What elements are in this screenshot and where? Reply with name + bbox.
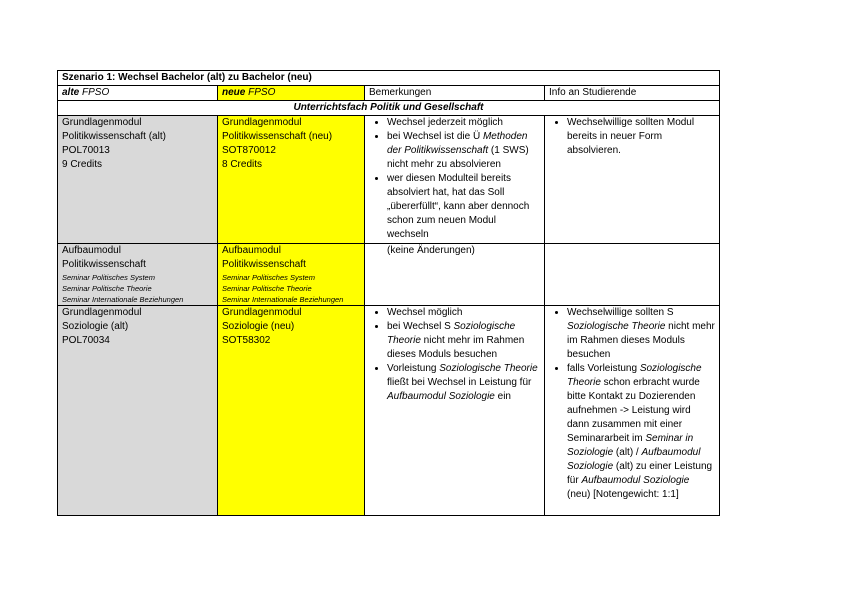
cell-bemerkungen: (keine Änderungen)	[365, 244, 545, 306]
cell-alt: Aufbaumodul Politikwissenschaft Seminar Politisches System Seminar Politische Theorie Seminar Internationale Beziehungen	[58, 244, 218, 306]
cell-info	[545, 116, 720, 244]
table-row	[58, 116, 720, 244]
cell-bemerkungen	[365, 306, 545, 516]
list-item: • Wechselwillige sollten Modul bereits in neuer Form absolvieren.	[567, 116, 715, 158]
cell-info	[545, 244, 720, 306]
cell-alt: Grundlagenmodul Politikwissenschaft (alt) POL70013 9 Credits	[58, 116, 218, 244]
cell-neu: Aufbaumodul Politikwissenschaft Seminar Politisches System Seminar Politische Theorie Seminar Internationale Beziehungen	[218, 244, 365, 306]
header-bemerkungen: Bemerkungen	[365, 86, 545, 101]
section-heading: Unterrichtsfach Politik und Gesellschaft	[58, 101, 720, 116]
header-alte-fpso: alte FPSO	[58, 86, 218, 101]
list-item: • Vorleistung Soziologische Theorie fließt bei Wechsel in Leistung für Aufbaumodul Soziologie ein	[387, 362, 540, 404]
list-item: • falls Vorleistung Soziologische Theorie schon erbracht wurde bitte Kontakt zu Dozierenden aufnehmen -> Leistung wird dann zusammen mit einer Seminararbeit im Seminar in Soziologie (alt) / Aufbaumodul Soziologie (alt) zu einer Leistung für Aufbaumodul Soziologie (neu) [Notengewicht: 1:1]	[567, 362, 715, 502]
cell-neu: Grundlagenmodul Politikwissenschaft (neu) SOT870012 8 Credits	[218, 116, 365, 244]
list-item: • Wechsel jederzeit möglich	[387, 116, 540, 130]
scenario-table	[57, 70, 720, 516]
cell-bemerkungen	[365, 116, 545, 244]
table-title: Szenario 1: Wechsel Bachelor (alt) zu Bachelor (neu)	[58, 71, 720, 86]
header-info: Info an Studierende	[545, 86, 720, 101]
table-row	[58, 306, 720, 516]
list-item: • Wechsel möglich	[387, 306, 540, 320]
cell-info	[545, 306, 720, 516]
header-neue-fpso: neue FPSO	[218, 86, 365, 101]
cell-neu: Grundlagenmodul Soziologie (neu) SOT58302	[218, 306, 365, 516]
list-item: • bei Wechsel ist die Ü Methoden der Politikwissenschaft (1 SWS) nicht mehr zu absolvieren	[387, 130, 540, 172]
table-row	[58, 244, 720, 306]
list-item: • wer diesen Modulteil bereits absolviert hat, hat das Soll „übererfüllt“, kann aber dennoch schon zum neuen Modul wechseln	[387, 172, 540, 242]
list-item: • bei Wechsel S Soziologische Theorie nicht mehr im Rahmen dieses Moduls besuchen	[387, 320, 540, 362]
cell-alt: Grundlagenmodul Soziologie (alt) POL70034	[58, 306, 218, 516]
list-item: • Wechselwillige sollten S Soziologische Theorie nicht mehr im Rahmen dieses Moduls besuchen	[567, 306, 715, 362]
